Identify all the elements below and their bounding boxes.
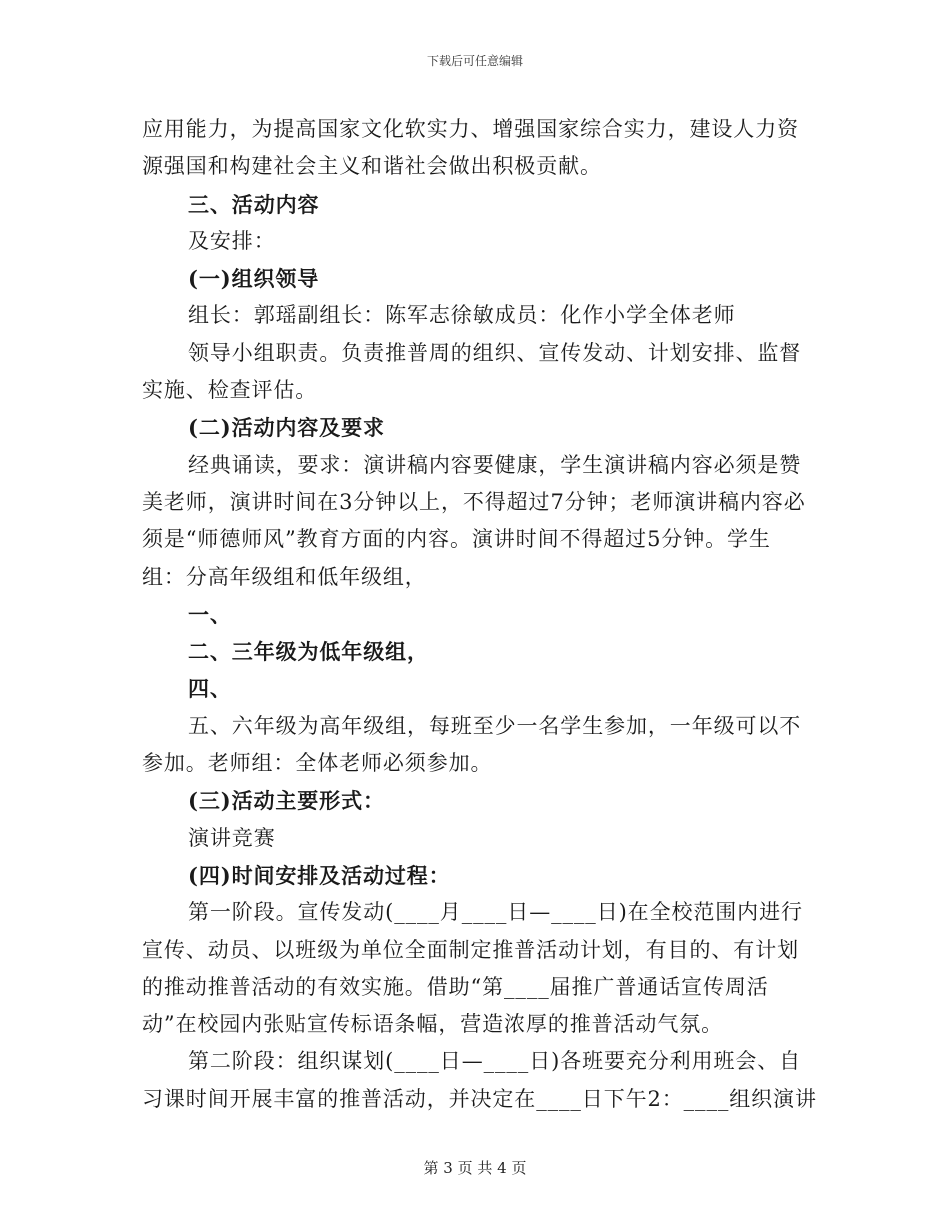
body-line: 应用能力，为提高国家文化软实力、增强国家综合实力，建设人力资 bbox=[142, 117, 799, 141]
body-line: 习课时间开展丰富的推普活动，并决定在____日下午2：____组织演讲 bbox=[142, 1086, 817, 1111]
list-marker: 一、 bbox=[188, 601, 232, 627]
body-line: 二、三年级为低年级组， bbox=[188, 639, 429, 665]
document-body bbox=[142, 111, 817, 1118]
body-line: 参加。老师组：全体老师必须参加。 bbox=[142, 751, 493, 776]
body-line: 第二阶段：组织谋划(____日—____日)各班要充分利用班会、自 bbox=[188, 1049, 802, 1074]
section-heading: 三、活动内容 bbox=[188, 191, 320, 217]
body-line: 经典诵读，要求：演讲稿内容要健康，学生演讲稿内容必须是赞 bbox=[188, 452, 802, 477]
body-line: 须是“师德师风”教育方面的内容。演讲时间不得超过5分钟。学生 bbox=[142, 527, 771, 552]
body-line: 宣传、动员、以班级为单位全面制定推普活动计划，有目的、有计划 bbox=[142, 937, 799, 962]
body-line: 实施、检查评估。 bbox=[142, 378, 318, 403]
body-line: 演讲竞赛 bbox=[188, 825, 276, 850]
list-marker: 四、 bbox=[188, 676, 232, 702]
body-line: 源强国和构建社会主义和谐社会做出积极贡献。 bbox=[142, 154, 602, 179]
body-line: 美老师，演讲时间在3分钟以上，不得超过7分钟；老师演讲稿内容必 bbox=[142, 489, 806, 514]
body-line: 领导小组职责。负责推普周的组织、宣传发动、计划安排、监督 bbox=[188, 340, 802, 365]
body-line: 第一阶段。宣传发动(____月____日—____日)在全校范围内进行 bbox=[188, 900, 803, 925]
body-line: 动”在校园内张贴宣传标语条幅，营造浓厚的推普活动气氛。 bbox=[142, 1012, 724, 1037]
body-line: 及安排： bbox=[188, 228, 276, 253]
body-line: 组长：郭瑶副组长：陈军志徐敏成员：化作小学全体老师 bbox=[188, 303, 736, 328]
body-line: 组：分高年级组和低年级组， bbox=[142, 564, 427, 589]
subsection-heading: (二)活动内容及要求 bbox=[188, 415, 385, 441]
page-number: 第 3 页 共 4 页 bbox=[423, 1159, 527, 1177]
subsection-heading: (一)组织领导 bbox=[188, 266, 320, 292]
subsection-heading: (三)活动主要形式： bbox=[188, 788, 385, 814]
page-header: 下载后可任意编辑 bbox=[426, 54, 523, 68]
body-line: 五、六年级为高年级组，每班至少一名学生参加，一年级可以不 bbox=[188, 713, 802, 738]
body-line: 的推动推普活动的有效实施。借助“第____届推广普通话宣传周活 bbox=[142, 974, 769, 999]
subsection-heading: (四)时间安排及活动过程： bbox=[188, 862, 451, 888]
